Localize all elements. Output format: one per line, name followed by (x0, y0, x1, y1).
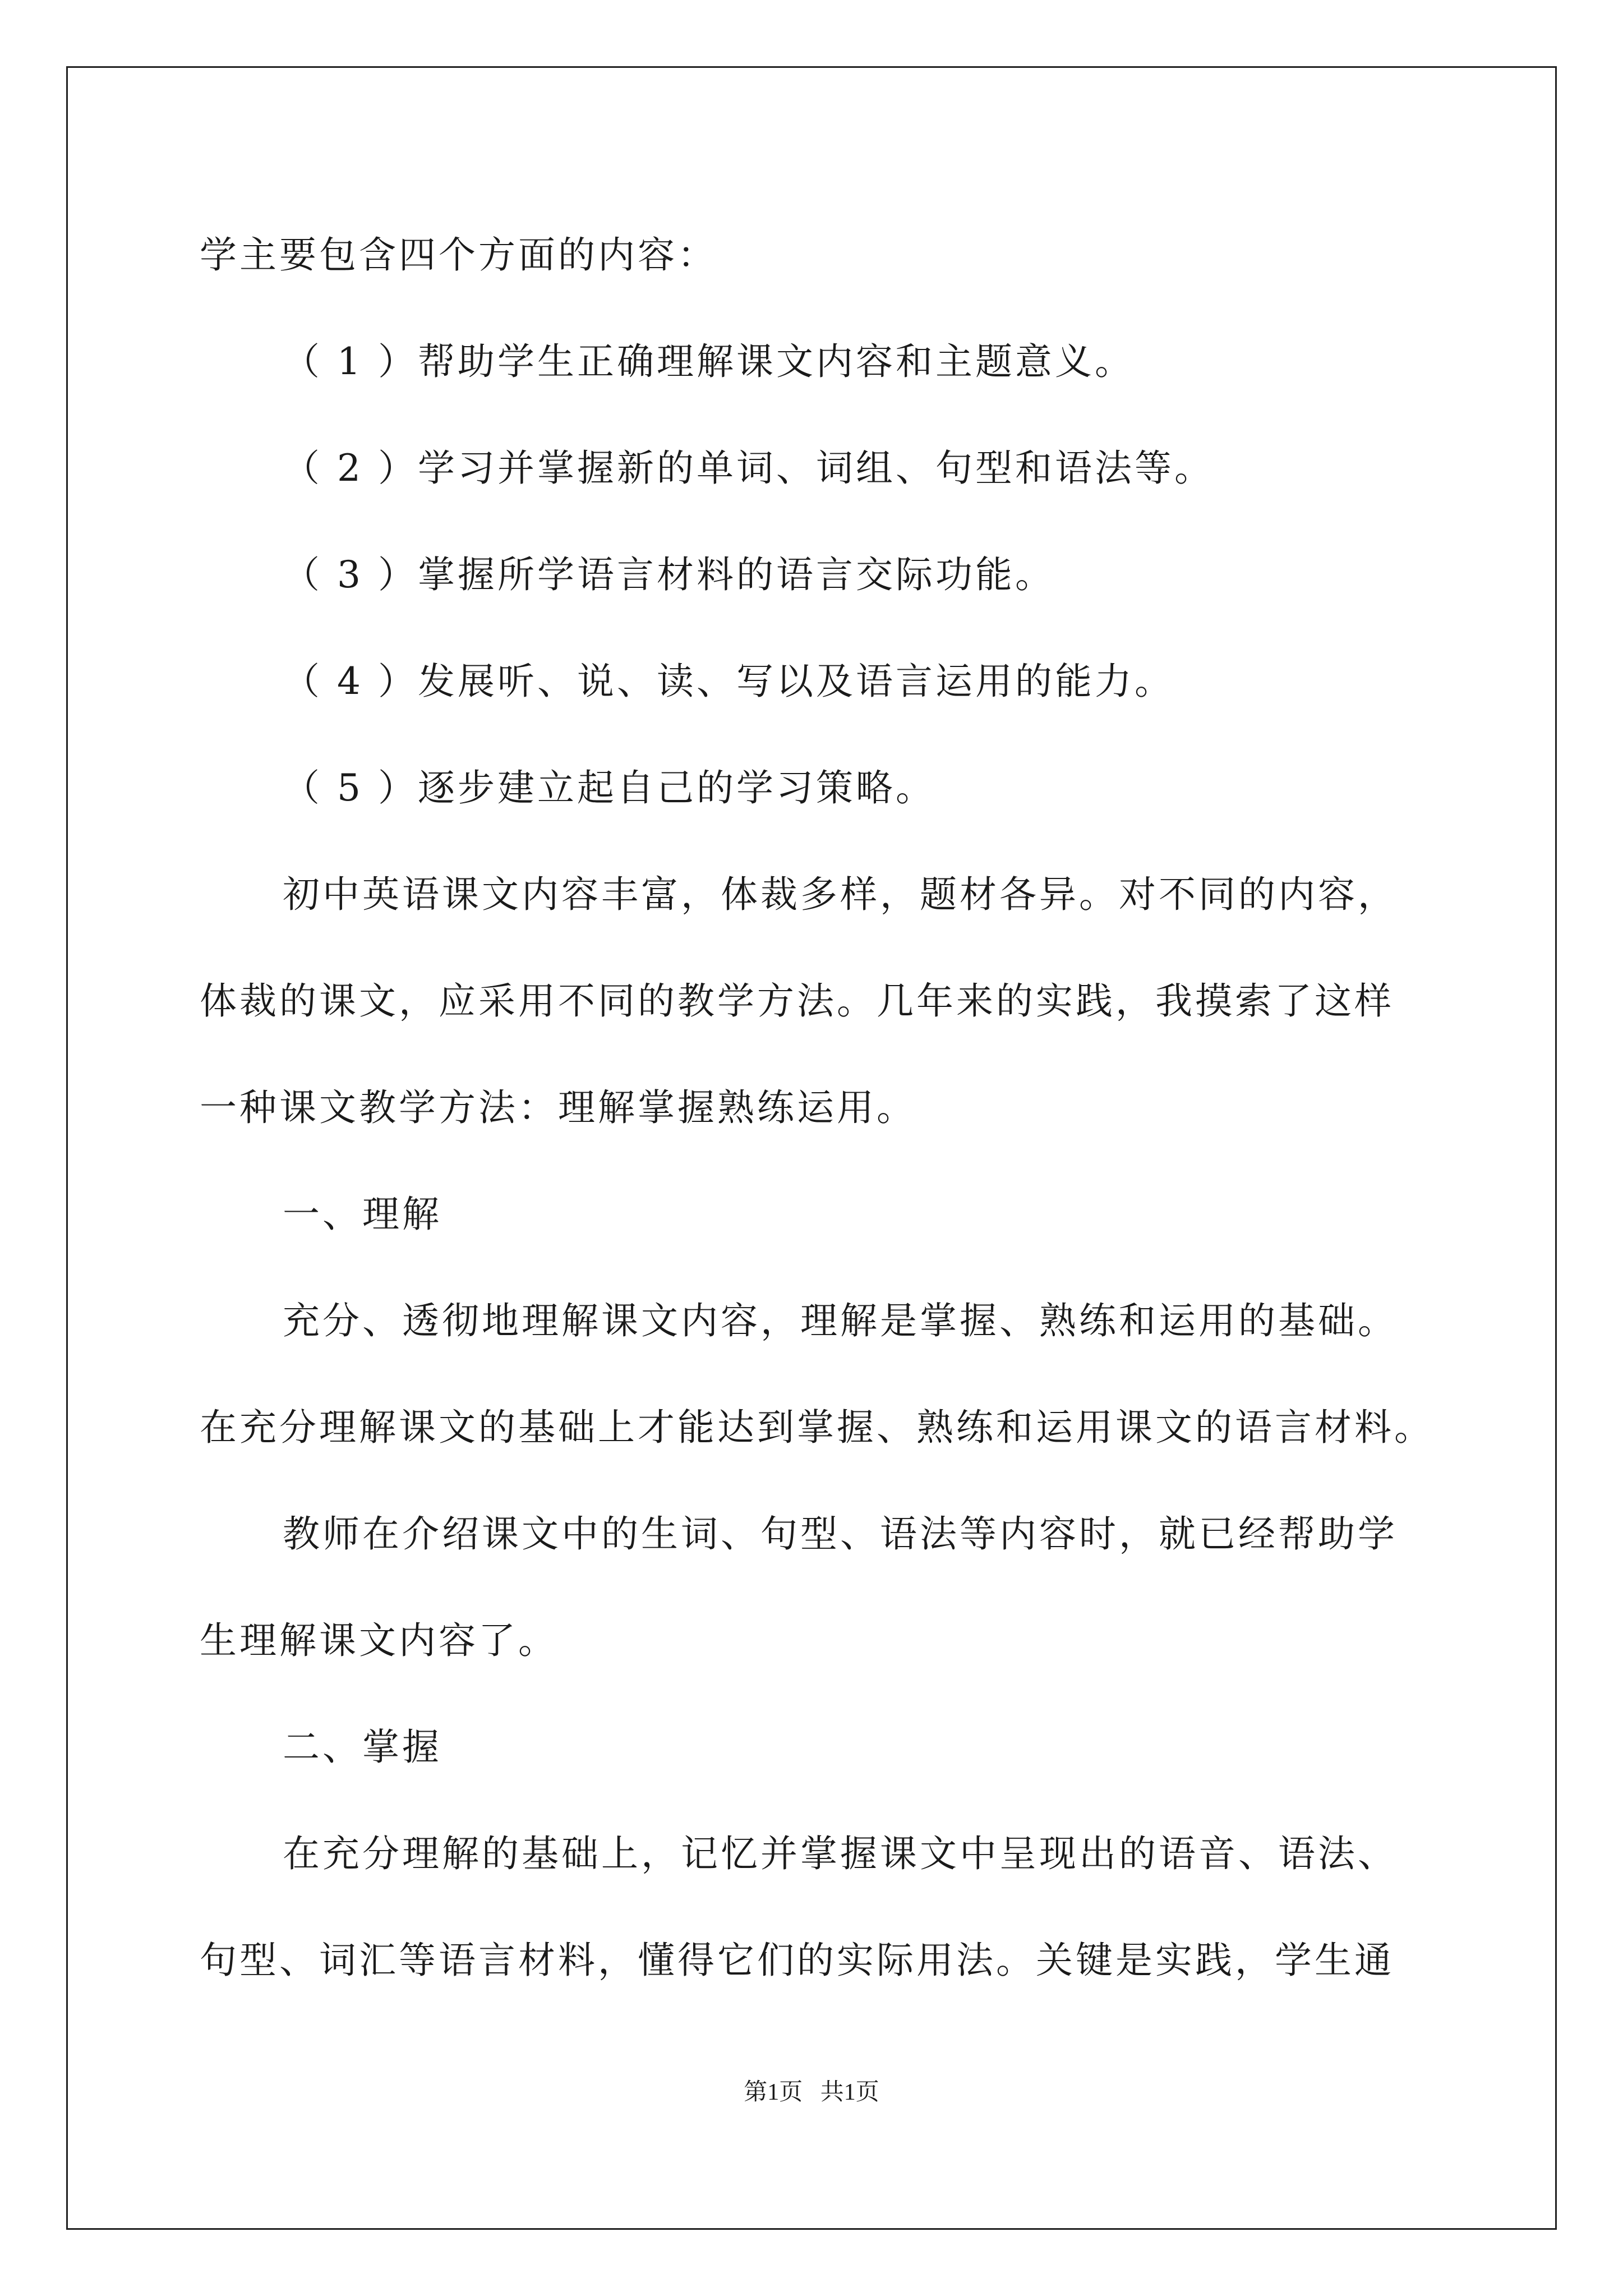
list-item-1: （ 1 ）帮助学生正确理解课文内容和主题意义。 (283, 340, 1135, 383)
list-item-5: （ 5 ）逐步建立起自己的学习策略。 (283, 766, 935, 809)
page-footer: 第1页 共1页 (744, 2079, 879, 2105)
paragraph-line: 初中英语课文内容丰富，体裁多样，题材各异。对不同的内容， (283, 873, 1398, 916)
paragraph-line: 体裁的课文，应采用不同的教学方法。几年来的实践，我摸索了这样 (200, 979, 1394, 1023)
page-border (66, 66, 1557, 2230)
list-item-3: （ 3 ）掌握所学语言材料的语言交际功能。 (283, 553, 1055, 596)
text-line: 学主要包含四个方面的内容： (200, 233, 717, 277)
section-heading: 一、理解 (283, 1193, 442, 1236)
section-heading: 二、掌握 (283, 1726, 442, 1769)
paragraph-line: 生理解课文内容了。 (200, 1619, 558, 1662)
paragraph-line: 教师在介绍课文中的生词、句型、语法等内容时，就已经帮助学 (283, 1512, 1398, 1556)
list-item-2: （ 2 ）学习并掌握新的单词、词组、句型和语法等。 (283, 447, 1214, 490)
list-item-4: （ 4 ）发展听、说、读、写以及语言运用的能力。 (283, 660, 1174, 703)
paragraph-line: 句型、词汇等语言材料，懂得它们的实际用法。关键是实践，学生通 (200, 1939, 1394, 1982)
paragraph-line: 充分、透彻地理解课文内容，理解是掌握、熟练和运用的基础。 (283, 1299, 1398, 1342)
paragraph-line: 一种课文教学方法：理解掌握熟练运用。 (200, 1086, 916, 1129)
paragraph-line: 在充分理解课文的基础上才能达到掌握、熟练和运用课文的语言材料。 (200, 1406, 1434, 1449)
paragraph-line: 在充分理解的基础上，记忆并掌握课文中呈现出的语音、语法、 (283, 1832, 1398, 1875)
